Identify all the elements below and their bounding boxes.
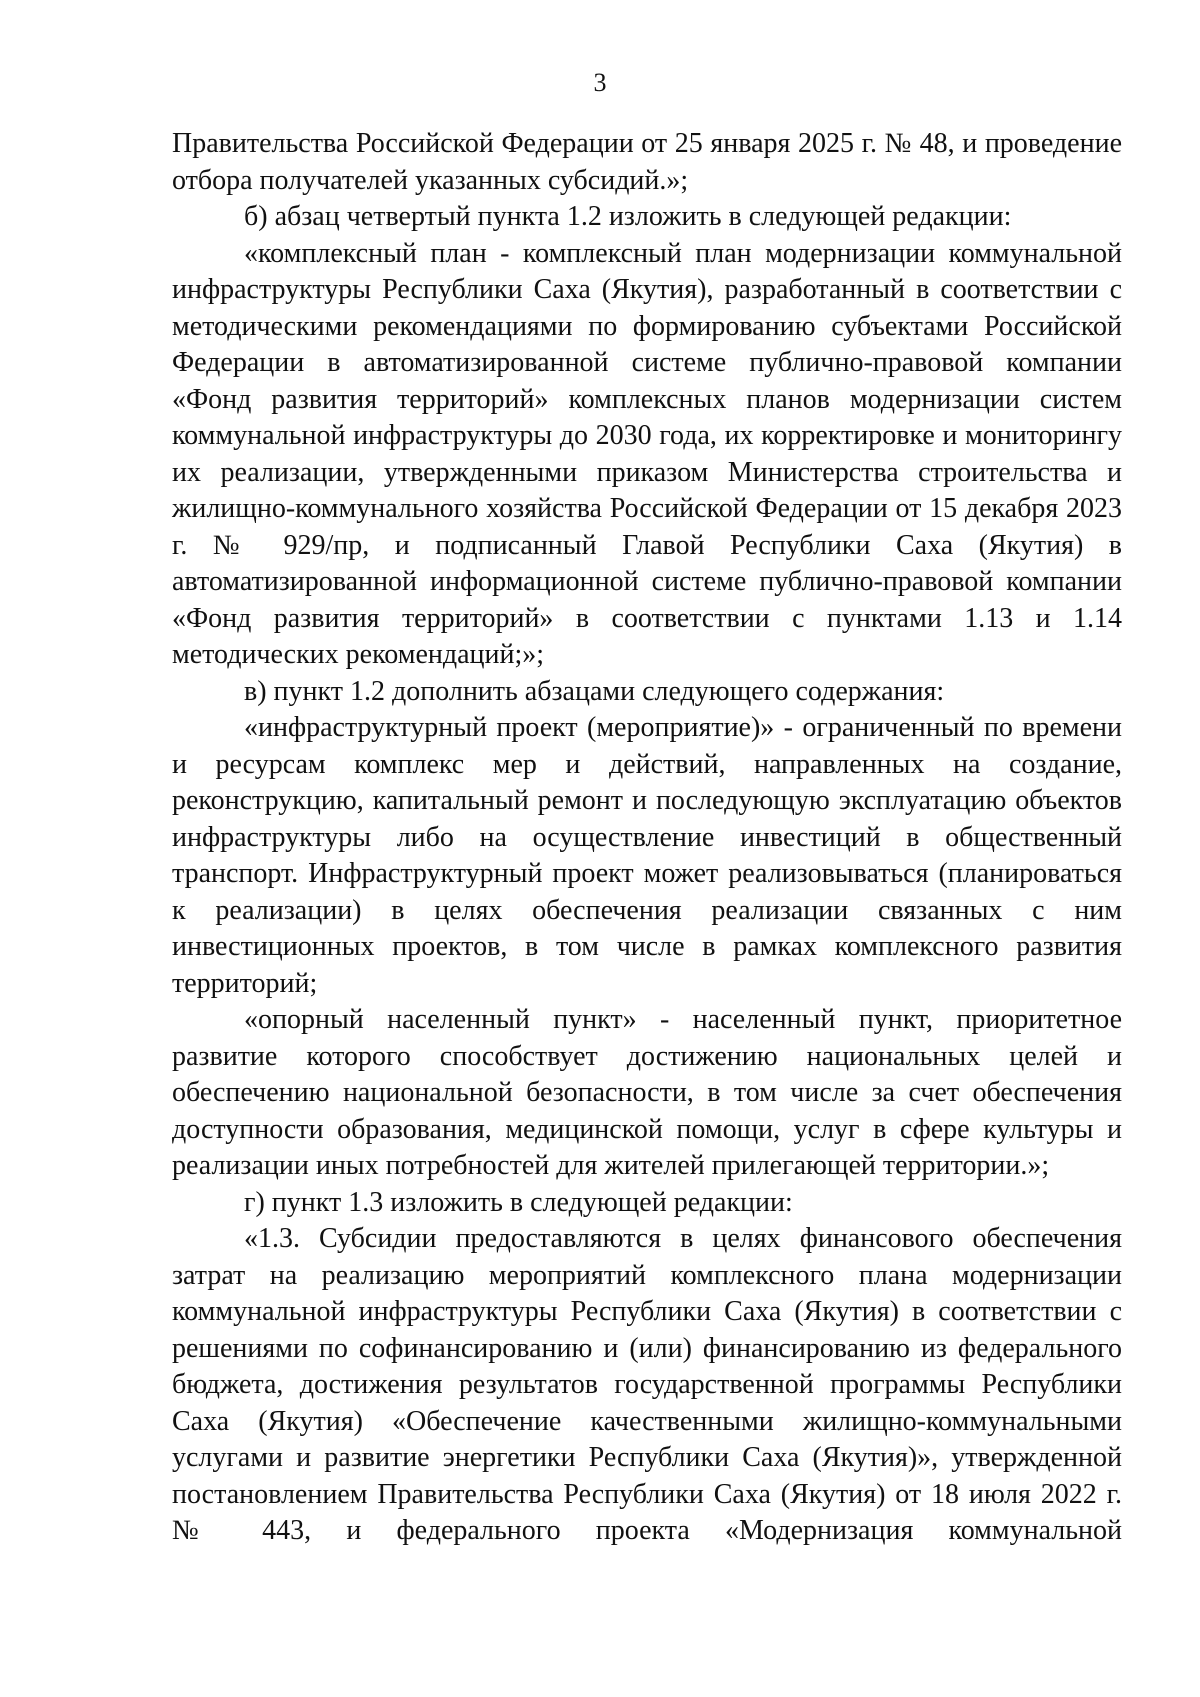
- paragraph-continuation: Правительства Российской Федерации от 25 января 2025 г. № 48, и проведение отбора получателей указанных субсидий.»;: [172, 128, 1122, 196]
- paragraph-item-b: б) абзац четвертый пункта 1.2 изложить в следующей редакции:: [244, 201, 1012, 232]
- paragraph-item-v: в) пункт 1.2 дополнить абзацами следующего содержания:: [244, 675, 945, 707]
- page-number: 3: [593, 68, 607, 97]
- paragraph-item-g: г) пункт 1.3 изложить в следующей редакции:: [244, 1186, 793, 1218]
- paragraph-support-settlement-definition: «опорный населенный пункт» - населенный пункт, приоритетное развитие которого способствует достижению национальных целей и обеспечению национальной безопасности, в том числе за счет обеспечения доступности образования, медицинской помощи, услуг в сфере культуры и реализации иных потребностей для жителей прилегающей территории.»;: [172, 1004, 1122, 1181]
- paragraph-subsidies-purpose: «1.3. Субсидии предоставляются в целях финансового обеспечения затрат на реализацию мероприятий комплексного плана модернизации коммунальной инфраструктуры Республики Саха (Якутия) в соответствии с решениями по софинансированию и (или) финансированию из федерального бюджета, достижения результатов государственной программы Республики Саха (Якутия) «Обеспечение качественными жилищно-коммунальными услугами и развитие энергетики Республики Саха (Якутия)», утвержденной постановлением Правительства Республики Саха (Якутия) от 18 июля 2022 г. № 443, и федерального проекта «Модернизация коммунальной: [172, 1223, 1122, 1546]
- document-body: [172, 126, 1122, 1550]
- paragraph-complex-plan-definition: «комплексный план - комплексный план модернизации коммунальной инфраструктуры Республики Саха (Якутия), разработанный в соответствии с методическими рекомендациями по формированию субъектами Российской Федерации в автоматизированной системе публично-правовой компании «Фонд развития территорий» комплексных планов модернизации систем коммунальной инфраструктуры до 2030 года, их корректировке и мониторингу их реализации, утвержденными приказом Министерства строительства и жилищно-коммунального хозяйства Российской Федерации от 15 декабря 2023 г. № 929/пр, и подписанный Главой Республики Саха (Якутия) в автоматизированной информационной системе публично-правовой компании «Фонд развития территорий» в соответствии с пунктами 1.13 и 1.14 методических рекомендаций;»;: [172, 237, 1122, 670]
- paragraph-infrastructure-project-definition: «инфраструктурный проект (мероприятие)» - ограниченный по времени и ресурсам комплекс мер и действий, направленных на создание, реконструкцию, капитальный ремонт и последующую эксплуатацию объектов инфраструктуры либо на осуществление инвестиций в общественный транспорт. Инфраструктурный проект может реализовываться (планироваться к реализации) в целях обеспечения реализации связанных с ним инвестиционных проектов, в том числе в рамках комплексного развития территорий;: [172, 712, 1122, 999]
